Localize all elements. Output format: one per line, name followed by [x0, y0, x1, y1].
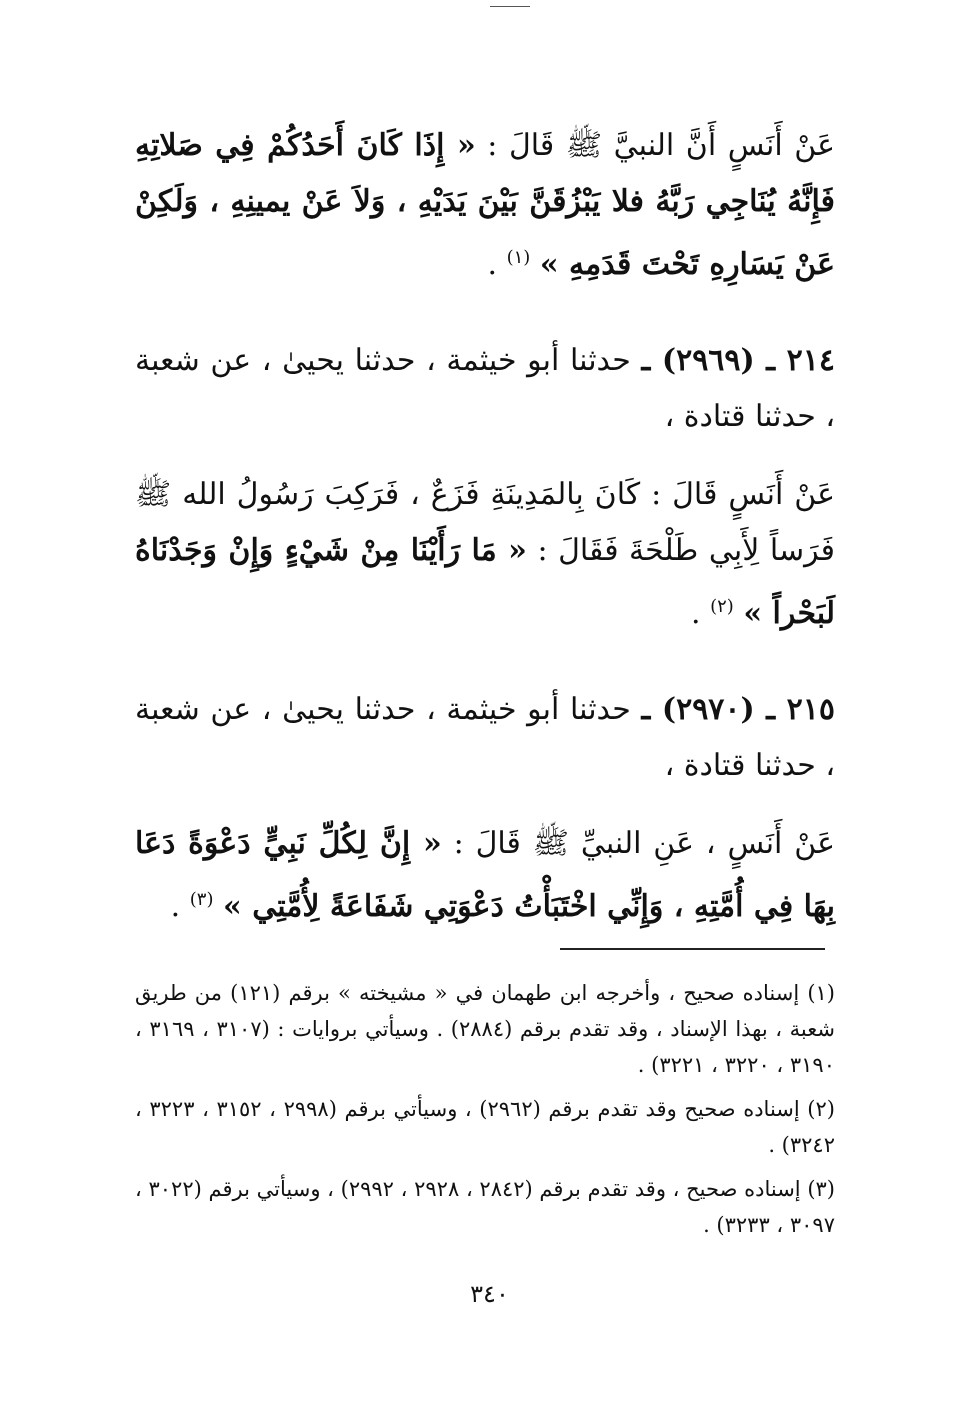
- footnotes: [135, 975, 835, 1251]
- page-number: ٣٤٠: [470, 1280, 509, 1308]
- hadith-214-isnad-text: حدثنا أبو خيثمة ، حدثنا يحيىٰ ، عن شعبة ، حدثنا قتادة ،: [135, 343, 835, 434]
- hadith-215-matn: [135, 816, 835, 935]
- hadith-214-intro: عَنْ أَنَسٍ قَالَ : كَانَ بِالمَدِينَةِ فَزَعٌ ، فَرَكِبَ رَسُولُ الله ﷺ فَرَساً لِأَبِي طَلْحَةَ فَقَالَ :: [135, 477, 835, 568]
- footnote-separator: [560, 948, 825, 950]
- hadith-215-quote: « إِنَّ لِكُلِّ نَبِيٍّ دَعْوَةً دَعَا بِهَا فِي أُمَّتِهِ ، وَإِنِّي اخْتَبَأْتُ دَعْوَتِي شَفَاعَةً لِأُمَّتِي »: [135, 826, 835, 924]
- hadith-214-number: ٢١٤ ـ (٢٩٦٩) ـ: [641, 343, 835, 378]
- hadith-213-intro: عَنْ أَنَسٍ أَنَّ النبيَّ ﷺ قَالَ :: [475, 128, 836, 163]
- hadith-214-isnad: [135, 333, 835, 445]
- footnote-ref-3[interactable]: (٣): [189, 889, 214, 910]
- hadith-214-quote: « مَا رَأَيْنَا مِنْ شَيْءٍ وَإِنْ وَجَدْنَاهُ لَبَحْراً »: [135, 533, 835, 631]
- hadith-215-number: ٢١٥ ـ (٢٩٧٠) ـ: [641, 692, 835, 727]
- hadith-214-matn: [135, 467, 835, 642]
- top-rule: [490, 6, 530, 7]
- hadith-213-end: .: [487, 247, 507, 282]
- hadith-215-isnad: [135, 682, 835, 794]
- hadith-213-quote: « إِذَا كَانَ أَحَدُكُمْ فِي صَلاتِهِ فَإِنَّهُ يُنَاجِي رَبَّهُ فلا يَبْزُقَنَّ بَيْنَ يَدَيْهِ ، وَلاَ عَنْ يمينِهِ ، وَلَكِنْ عَنْ يَسَارِهِ تَحْتَ قَدَمِهِ »: [135, 128, 835, 282]
- hadith-215-end: .: [170, 889, 190, 924]
- hadith-214-end: .: [691, 596, 711, 631]
- footnote-3: (٣) إسناده صحيح ، وقد تقدم برقم (٢٨٤٢ ، ٢٩٢٨ ، ٢٩٩٢) ، وسيأتي برقم (٣٠٢٢ ، ٣٠٩٧ ، ٣٢٣٣) .: [135, 1177, 835, 1237]
- footnote-2: (٢) إسناده صحيح وقد تقدم برقم (٢٩٦٢) ، وسيأتي برقم (٢٩٩٨ ، ٣١٥٢ ، ٣٢٢٣ ، ٣٢٤٢) .: [135, 1097, 835, 1157]
- footnote-ref-1[interactable]: (١): [506, 247, 531, 268]
- hadith-215-isnad-text: حدثنا أبو خيثمة ، حدثنا يحيىٰ ، عن شعبة ، حدثنا قتادة ،: [135, 692, 835, 783]
- footnote-ref-2[interactable]: (٢): [710, 596, 734, 617]
- hadith-215-intro: عَنْ أَنَسٍ ، عَنِ النبيِّ ﷺ قَالَ :: [441, 826, 835, 861]
- hadith-213-matn: [135, 118, 835, 293]
- main-text: [135, 118, 835, 935]
- footnote-1: (١) إسناده صحيح ، وأخرجه ابن طهمان في « مشيخته » برقم (١٢١) من طريق شعبة ، بهذا الإسناد ، وقد تقدم برقم (٢٨٨٤) . وسيأتي بروايات : (٣١٠٧ ، ٣١٦٩ ، ٣١٩٠ ، ٣٢٢٠ ، ٣٢٢١) .: [135, 981, 835, 1077]
